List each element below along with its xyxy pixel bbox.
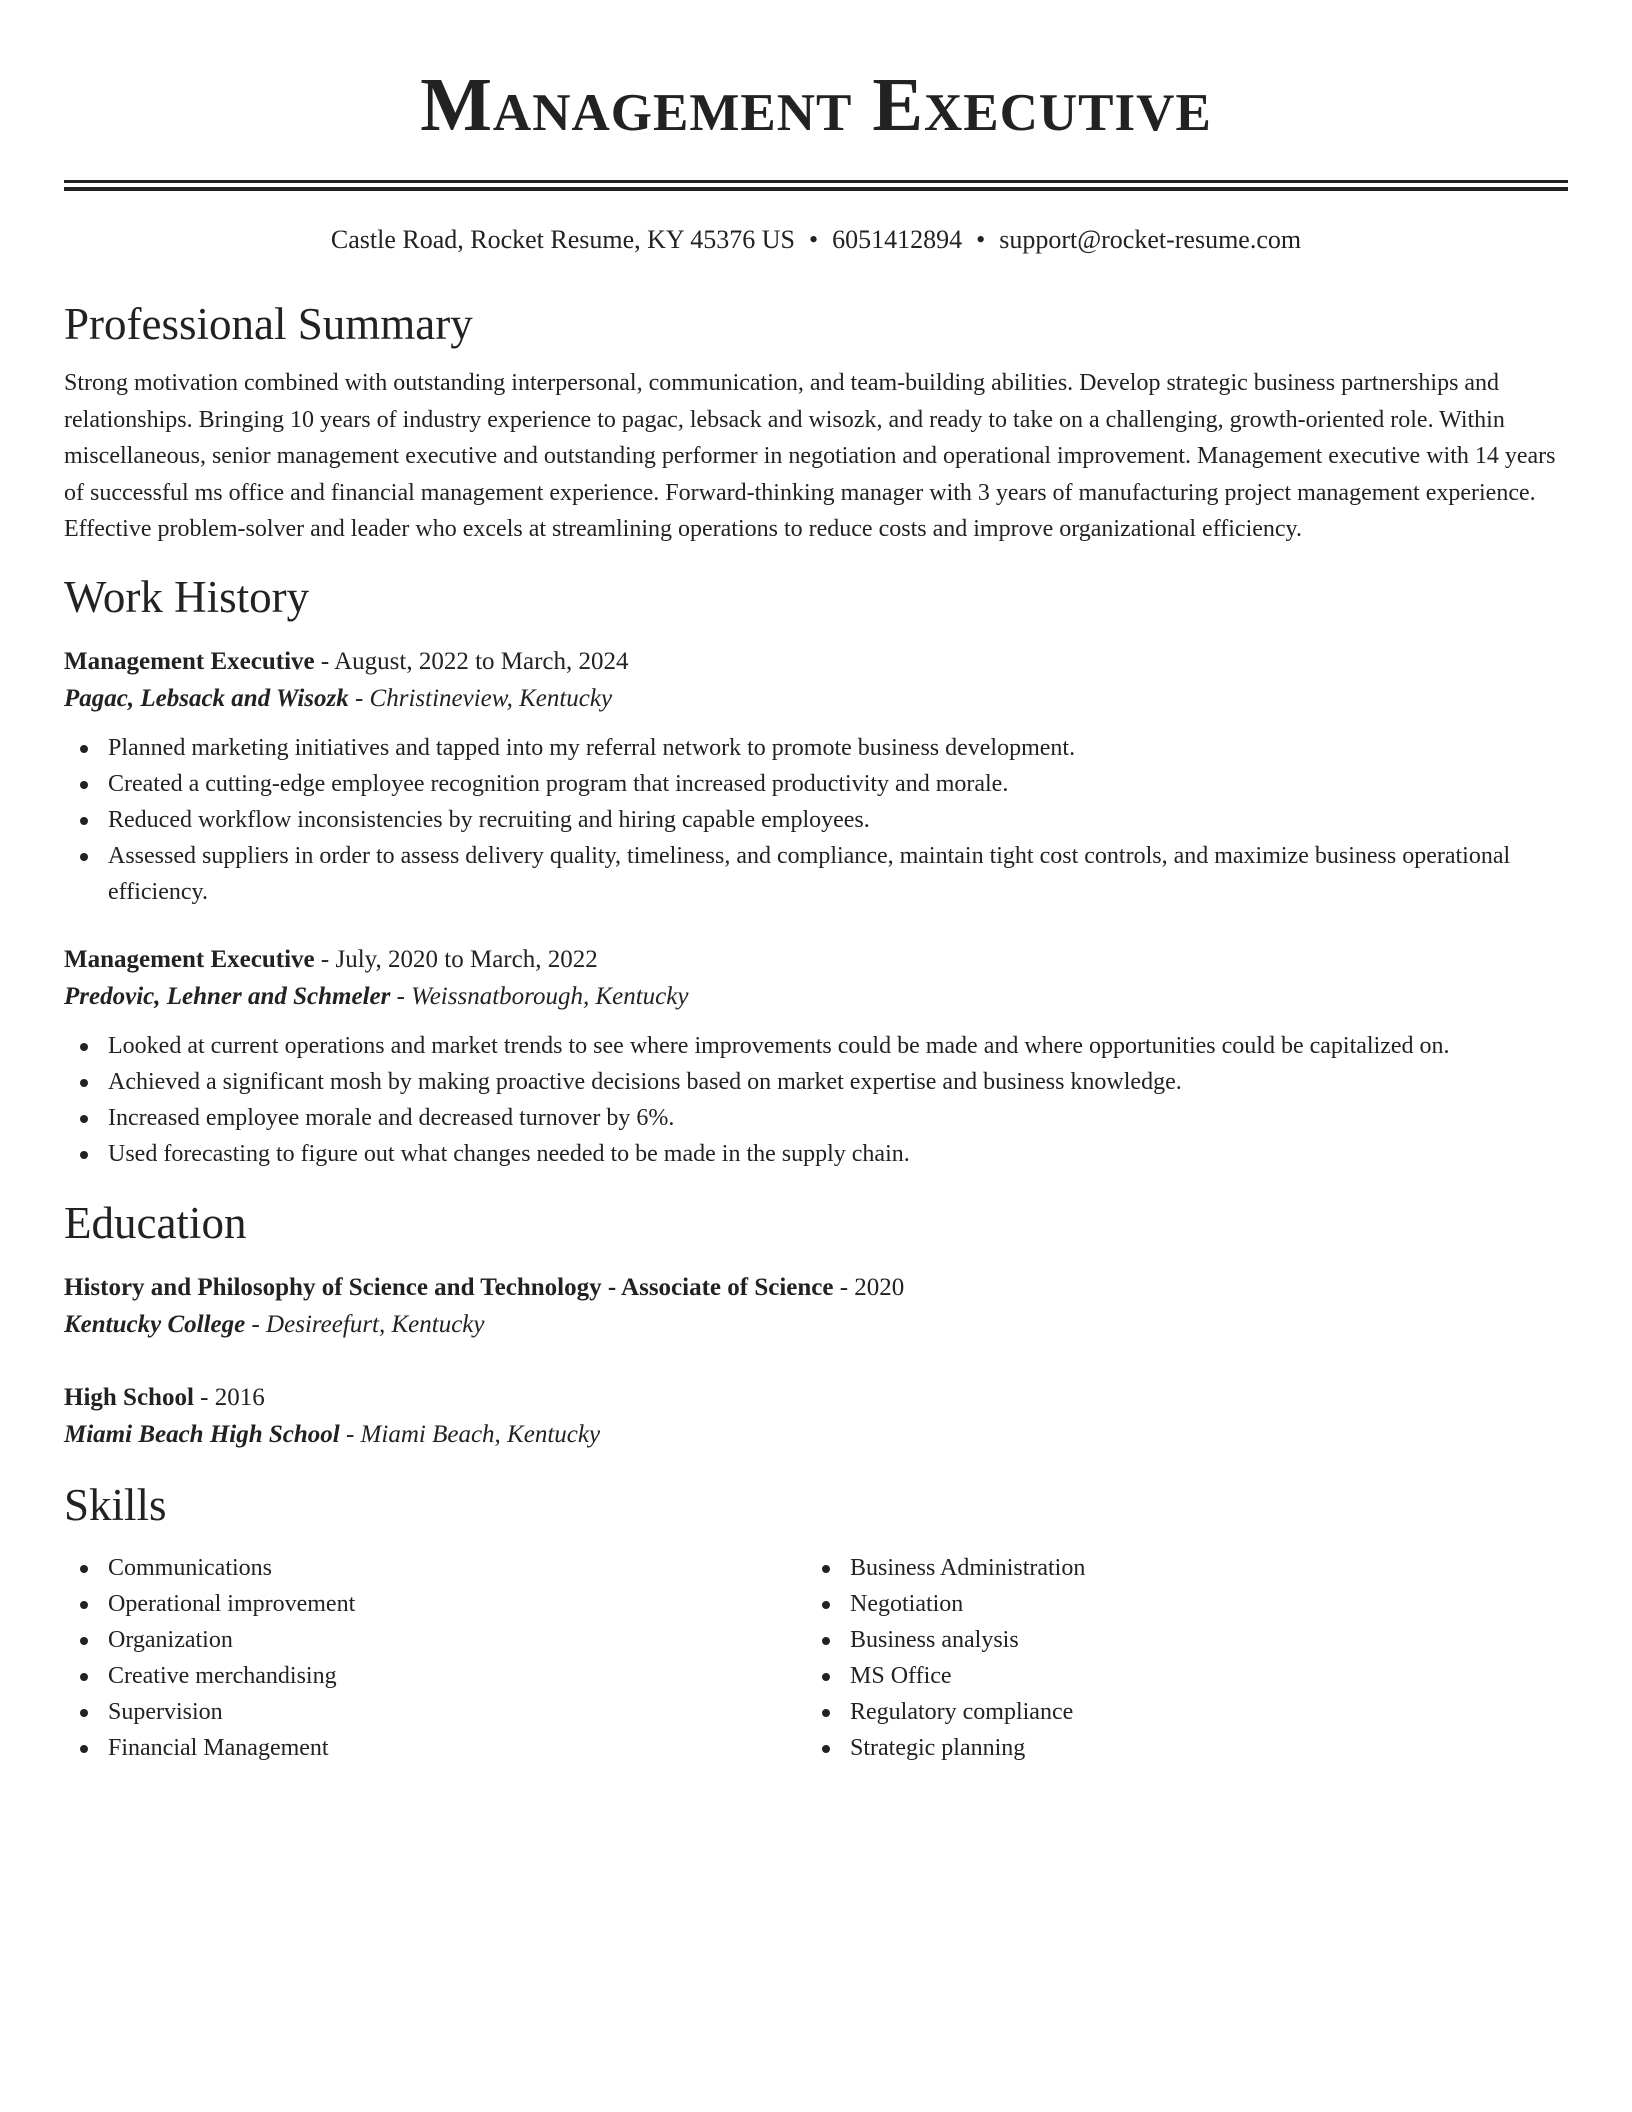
bullet-icon xyxy=(80,745,88,753)
job-company: Predovic, Lehner and Schmeler xyxy=(64,982,391,1010)
list-item xyxy=(64,1586,806,1622)
education-degree-line xyxy=(64,1380,1568,1416)
education-section xyxy=(64,1196,1568,1454)
education-entry xyxy=(64,1270,1568,1344)
bullet-icon xyxy=(80,781,88,789)
skill-text: Creative merchandising xyxy=(108,1662,337,1689)
skill-text: Strategic planning xyxy=(850,1734,1026,1761)
education-degree-line xyxy=(64,1270,1568,1306)
skills-list xyxy=(64,1550,806,1766)
list-item xyxy=(806,1658,1548,1694)
list-item xyxy=(64,838,1568,910)
skill-text: Operational improvement xyxy=(108,1590,356,1617)
list-item xyxy=(64,1064,1568,1100)
bullet-icon xyxy=(80,1709,88,1717)
skills-column-right xyxy=(806,1550,1548,1766)
header-double-rule xyxy=(64,180,1568,191)
skill-text: Business analysis xyxy=(850,1626,1019,1653)
bullet-icon xyxy=(822,1709,830,1717)
education-location: - Miami Beach, Kentucky xyxy=(339,1420,601,1448)
list-item xyxy=(64,730,1568,766)
bullet-text: Assessed suppliers in order to assess delivery quality, timeliness, and compliance, maintain tight cost controls, and maximize business operational efficiency. xyxy=(108,842,1511,905)
bullet-icon xyxy=(80,853,88,861)
job-location: - Christineview, Kentucky xyxy=(348,684,613,712)
bullet-icon xyxy=(822,1673,830,1681)
job-company-line xyxy=(64,978,1568,1016)
list-item xyxy=(64,1136,1568,1172)
list-item xyxy=(64,1100,1568,1136)
contact-phone: 6051412894 xyxy=(832,225,963,254)
job-list xyxy=(64,644,1568,1172)
bullet-icon xyxy=(80,817,88,825)
list-item xyxy=(64,766,1568,802)
bullet-icon xyxy=(80,1565,88,1573)
bullet-icon xyxy=(80,1151,88,1159)
job-dates: - July, 2020 to March, 2022 xyxy=(314,945,598,973)
list-item xyxy=(806,1586,1548,1622)
bullet-icon xyxy=(822,1637,830,1645)
job-title: Management Executive xyxy=(64,647,315,675)
contact-separator: • xyxy=(976,225,986,254)
education-school-line xyxy=(64,1306,1568,1344)
list-item xyxy=(806,1622,1548,1658)
education-degree: History and Philosophy of Science and Technology - Associate of Science xyxy=(64,1273,834,1301)
summary-text: Strong motivation combined with outstanding interpersonal, communication, and team-building abilities. Develop strategic business partnerships and relationships. Bringing 10 years of industry experience to pagac, lebsack and wisozk, and ready to take on a challenging, growth-oriented role. Within miscellaneous, senior management executive and outstanding performer in negotiation and operational improvement. Management executive with 14 years of successful ms office and financial management experience. Forward-thinking manager with 3 years of manufacturing project management experience. Effective problem-solver and leader who excels at streamlining operations to reduce costs and improve organizational efficiency. xyxy=(64,370,1556,542)
job-entry xyxy=(64,942,1568,1172)
section-heading: Education xyxy=(64,1197,247,1248)
bullet-icon xyxy=(80,1637,88,1645)
bullet-text: Created a cutting-edge employee recognition program that increased productivity and morale. xyxy=(108,770,1009,797)
job-title: Management Executive xyxy=(64,945,315,973)
bullet-text: Reduced workflow inconsistencies by recruiting and hiring capable employees. xyxy=(108,806,870,833)
education-location: - Desireefurt, Kentucky xyxy=(245,1310,485,1338)
bullet-text: Looked at current operations and market trends to see where improvements could be made and where opportunities could be capitalized on. xyxy=(108,1032,1450,1059)
skill-text: Financial Management xyxy=(108,1734,329,1761)
skills-section xyxy=(64,1478,1568,1766)
contact-separator: • xyxy=(808,225,819,254)
skill-text: Communications xyxy=(108,1554,272,1581)
contact-line xyxy=(64,223,1568,257)
list-item xyxy=(806,1694,1548,1730)
list-item xyxy=(64,1694,806,1730)
education-degree: High School xyxy=(64,1383,194,1411)
bullet-text: Achieved a significant mosh by making proactive decisions based on market expertise and business knowledge. xyxy=(108,1068,1182,1095)
list-item xyxy=(64,1730,806,1766)
skill-text: Negotiation xyxy=(850,1590,964,1617)
job-company-line xyxy=(64,680,1568,718)
education-school: Miami Beach High School xyxy=(64,1420,340,1448)
education-school: Kentucky College xyxy=(64,1310,246,1338)
education-year: - 2016 xyxy=(193,1383,265,1411)
resume-name: Management Executive xyxy=(420,63,1212,147)
bullet-text: Planned marketing initiatives and tapped into my referral network to promote business development. xyxy=(108,734,1076,761)
list-item xyxy=(64,802,1568,838)
skills-grid xyxy=(64,1550,1568,1766)
bullet-text: Increased employee morale and decreased turnover by 6%. xyxy=(108,1104,675,1131)
job-entry xyxy=(64,644,1568,910)
bullet-text: Used forecasting to figure out what changes needed to be made in the supply chain. xyxy=(108,1140,910,1167)
bullet-icon xyxy=(80,1673,88,1681)
job-title-line xyxy=(64,942,1568,978)
section-heading: Professional Summary xyxy=(64,299,473,349)
section-heading: Work History xyxy=(64,571,310,622)
section-heading: Skills xyxy=(64,1479,167,1530)
job-bullets xyxy=(64,730,1568,910)
list-item xyxy=(806,1730,1548,1766)
bullet-icon xyxy=(80,1745,88,1753)
education-list xyxy=(64,1270,1568,1454)
education-year: - 2020 xyxy=(833,1273,905,1301)
bullet-icon xyxy=(822,1745,830,1753)
bullet-icon xyxy=(80,1115,88,1123)
list-item xyxy=(64,1658,806,1694)
skill-text: Business Administration xyxy=(850,1554,1086,1581)
professional-summary-section xyxy=(64,297,1568,548)
job-title-line xyxy=(64,644,1568,680)
contact-email: support@rocket-resume.com xyxy=(999,225,1302,254)
list-item xyxy=(64,1028,1568,1064)
contact-address: Castle Road, Rocket Resume, KY 45376 US xyxy=(330,225,795,254)
skills-column-left xyxy=(64,1550,806,1766)
skill-text: MS Office xyxy=(850,1662,952,1689)
bullet-icon xyxy=(822,1601,830,1609)
bullet-icon xyxy=(80,1601,88,1609)
bullet-icon xyxy=(822,1565,830,1573)
work-history-section xyxy=(64,570,1568,1172)
bullet-icon xyxy=(80,1079,88,1087)
list-item xyxy=(64,1622,806,1658)
skills-list xyxy=(806,1550,1548,1766)
job-bullets xyxy=(64,1028,1568,1172)
job-dates: - August, 2022 to March, 2024 xyxy=(314,647,629,675)
education-school-line xyxy=(64,1416,1568,1454)
skill-text: Regulatory compliance xyxy=(850,1698,1074,1725)
list-item xyxy=(64,1550,806,1586)
list-item xyxy=(806,1550,1548,1586)
education-entry xyxy=(64,1380,1568,1454)
bullet-icon xyxy=(80,1043,88,1051)
job-company: Pagac, Lebsack and Wisozk xyxy=(64,684,349,712)
skill-text: Organization xyxy=(108,1626,233,1653)
job-location: - Weissnatborough, Kentucky xyxy=(390,982,689,1010)
skill-text: Supervision xyxy=(108,1698,223,1725)
